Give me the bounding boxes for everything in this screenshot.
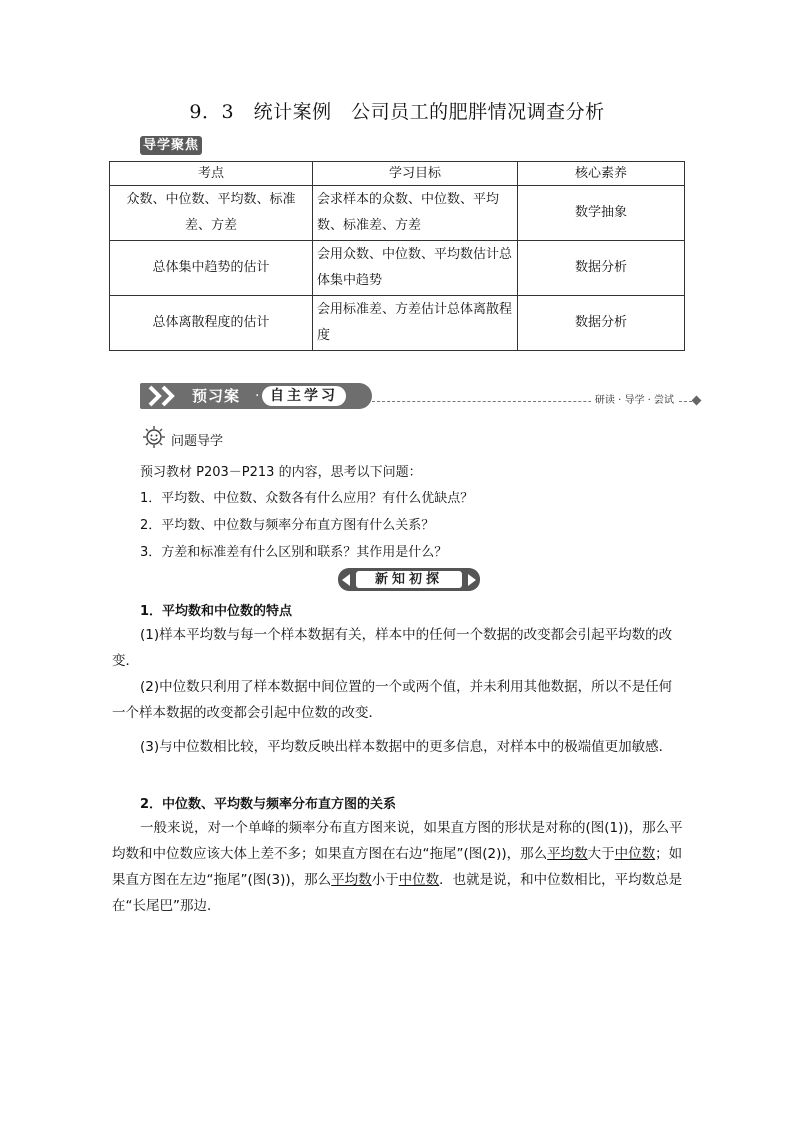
header-goal: 学习目标: [313, 162, 518, 186]
cell-literacy: 数学抽象: [518, 186, 685, 241]
diamond-icon: [692, 396, 702, 406]
cell-topic: 众数、中位数、平均数、标准差、方差: [110, 186, 313, 241]
cell-goal: 会用众数、中位数、平均数估计总体集中趋势: [313, 241, 518, 296]
objectives-table: [109, 161, 685, 351]
question-item: 2．平均数、中位数与频率分布直方图有什么关系？: [140, 518, 435, 533]
underline-term: 中位数: [398, 872, 440, 888]
header-topic: 考点: [110, 162, 313, 186]
double-chevron-icon: [146, 385, 186, 407]
question-item: 1．平均数、中位数、众数各有什么应用？有什么优缺点？: [140, 491, 474, 506]
cell-topic: 总体离散程度的估计: [110, 296, 313, 351]
cell-goal: 会求样本的众数、中位数、平均数、标准差、方差: [313, 186, 518, 241]
section2-text: 大于: [587, 846, 615, 862]
header-literacy: 核心素养: [518, 162, 685, 186]
section2-text: 一般来说，对一个单峰的频率分布直方图来说，如果直方图的形状是对称的(图(1))，那么平均数和中位数应该大体上差不多；如果直方图在右边“拖尾”(图(2))，那么: [112, 820, 683, 862]
banner-subtitle: 研读 · 导学 · 尝试: [591, 391, 678, 406]
section2-heading: 2．中位数、平均数与频率分布直方图的关系: [140, 797, 397, 812]
arrow-right-icon: [468, 574, 476, 586]
section1-paragraph2: (2)中位数只利用了样本数据中间位置的一个或两个值，并未利用其他数据，所以不是任何一个样本数据的改变都会引起中位数的改变．: [112, 679, 673, 721]
table-row: [110, 186, 685, 241]
underline-term: 平均数: [331, 872, 372, 888]
banner-bar: [140, 383, 372, 409]
section2-text: ．也就是说，和中位数相比，平均数总是在“长尾巴”那边．: [112, 872, 683, 914]
question-intro: 预习教材 P203－P213 的内容，思考以下问题：: [140, 465, 422, 480]
new-knowledge-banner: [338, 568, 480, 591]
smiley-icon: [143, 426, 165, 448]
banner-label: 预习案: [192, 387, 241, 405]
cell-goal: 会用标准差、方差估计总体离散程度: [313, 296, 518, 351]
underline-term: 平均数: [547, 846, 588, 862]
preview-banner: [140, 383, 702, 411]
banner-pill: 自主学习: [262, 386, 346, 406]
cell-literacy: 数据分析: [518, 296, 685, 351]
question-guide-heading: 问题导学: [171, 434, 224, 449]
section2-paragraph: [112, 815, 684, 919]
section1-heading: 1．平均数和中位数的特点: [140, 604, 293, 619]
focus-badge: 导学聚焦: [140, 136, 202, 155]
cell-literacy: 数据分析: [518, 241, 685, 296]
table-row: [110, 296, 685, 351]
question-item: 3．方差和标准差有什么区别和联系？其作用是什么？: [140, 545, 448, 560]
new-knowledge-label: 新知初探: [356, 571, 462, 588]
section1-paragraph3: (3)与中位数相比较，平均数反映出样本数据中的更多信息，对样本中的极端值更加敏感．: [140, 739, 673, 755]
underline-term: 中位数: [614, 846, 656, 862]
table-row: [110, 241, 685, 296]
section2-text: 小于: [371, 872, 399, 888]
arrow-left-icon: [342, 574, 350, 586]
section2-text: ；如果直方图在左边“拖尾”(图(3))，那么: [112, 846, 683, 888]
banner-dot: ·: [255, 388, 260, 404]
table-header-row: [110, 162, 685, 186]
cell-topic: 总体集中趋势的估计: [110, 241, 313, 296]
section1-paragraph1: (1)样本平均数与每一个样本数据有关，样本中的任何一个数据的改变都会引起平均数的改变．: [112, 627, 673, 669]
page-title: 9．3 统计案例 公司员工的肥胖情况调查分析: [189, 101, 605, 123]
